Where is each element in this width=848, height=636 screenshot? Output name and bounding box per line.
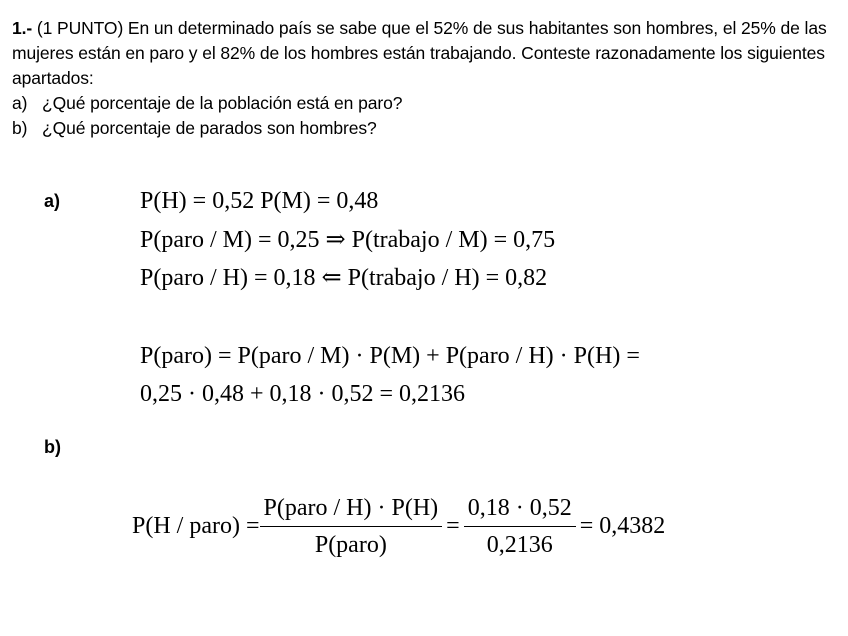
bayes-lhs: P(H / paro) = (132, 513, 260, 539)
bayes-denominator-symbolic: P(paro) (314, 532, 387, 558)
question-b (12, 116, 842, 141)
equation-line-1: P(H) = 0,52 P(M) = 0,48 (140, 188, 379, 214)
problem-statement (12, 16, 842, 141)
bayes-formula (132, 494, 665, 559)
problem-number: 1.- (12, 18, 33, 38)
bayes-result: = 0,4382 (579, 513, 666, 539)
question-a-text: ¿Qué porcentaje de la población está en paro? (42, 93, 403, 113)
problem-paragraph (12, 16, 842, 91)
question-b-text: ¿Qué porcentaje de parados son hombres? (42, 118, 377, 138)
problem-text: (1 PUNTO) En un determinado país se sabe que el 52% de sus habitantes son hombres, el 25% de las mujeres están en paro y el 82% de los hombres están trabajando. Conteste razonadamente los siguientes apartados: (12, 18, 827, 88)
equation-line-5: 0,25 · 0,48 + 0,18 · 0,52 = 0,2136 (140, 381, 466, 407)
bayes-numerator-numeric: 0,18 · 0,52 (464, 494, 576, 527)
question-a-label: a) (12, 93, 28, 113)
solution-a-label: a) (44, 191, 61, 211)
solution-b-label: b) (44, 437, 61, 457)
bayes-fraction-numeric (464, 494, 576, 559)
bayes-numerator-symbolic: P(paro / H) · P(H) (260, 494, 443, 527)
equation-line-3: P(paro / H) = 0,18 ⇐ P(trabajo / H) = 0,82 (140, 265, 548, 291)
question-a (12, 91, 842, 116)
equation-line-2: P(paro / M) = 0,25 ⇒ P(trabajo / M) = 0,75 (140, 227, 556, 253)
question-b-label: b) (12, 118, 28, 138)
bayes-equals: = (446, 513, 460, 539)
bayes-denominator-numeric: 0,2136 (486, 532, 553, 558)
bayes-fraction-symbolic (260, 494, 443, 559)
equation-line-4: P(paro) = P(paro / M) · P(M) + P(paro / H) · P(H) = (140, 343, 640, 369)
